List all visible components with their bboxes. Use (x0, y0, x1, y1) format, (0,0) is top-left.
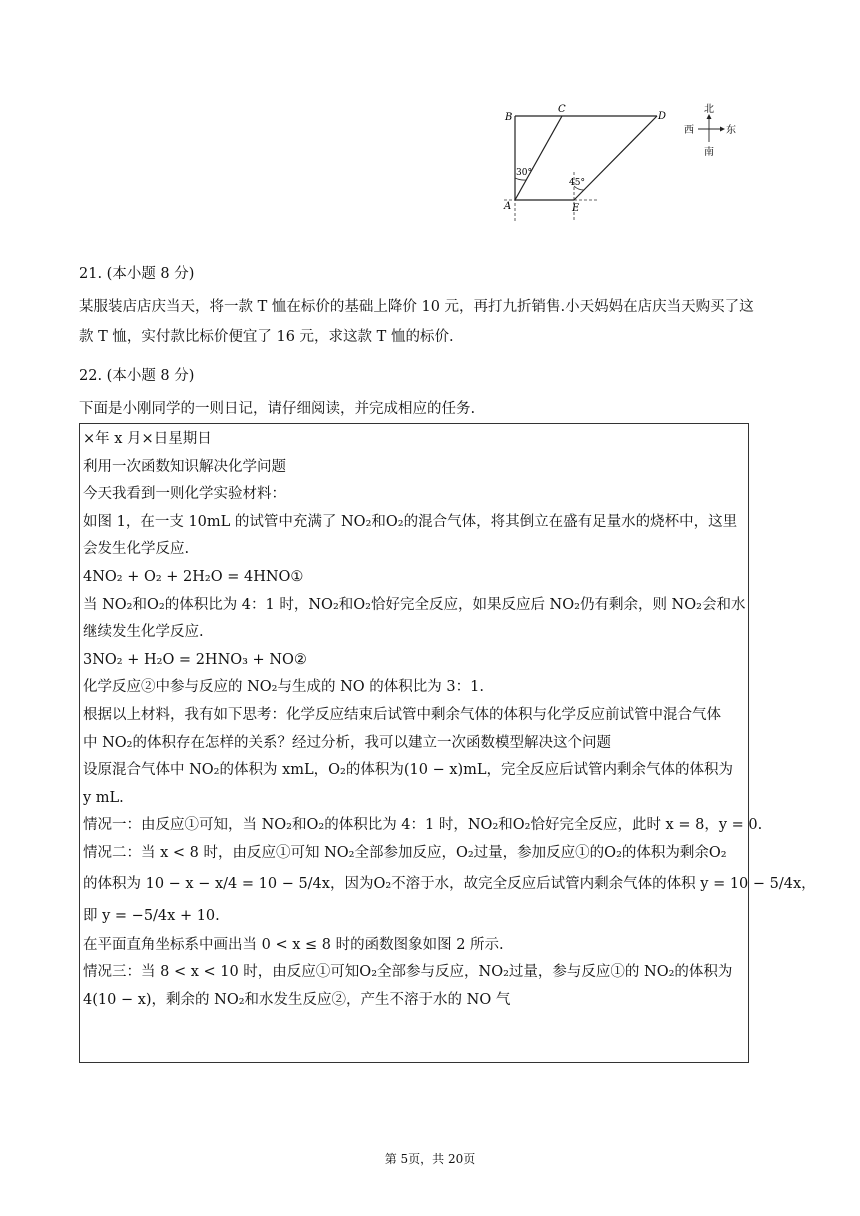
label-a: A (504, 201, 512, 212)
case-2: 情况二：当 x < 8 时，由反应①可知 NO₂全部参加反应，O₂过量，参加反应①的O₂的体积为剩余O₂ (83, 844, 727, 861)
diary-line: 化学反应②中参与反应的 NO₂与生成的 NO 的体积比为 3：1. (83, 679, 484, 696)
diary-line: 今天我看到一则化学实验材料： (83, 486, 286, 503)
equation-1: 4NO₂ + O₂ + 2H₂O = 4HNO① (83, 568, 304, 585)
compass-west: 西 (684, 125, 694, 136)
diary-line: 利用一次函数知识解决化学问题 (83, 458, 286, 475)
diary-line: 中 NO₂的体积存在怎样的关系？经过分析，我可以建立一次函数模型解决这个问题 (83, 734, 611, 751)
compass-east: 东 (726, 125, 736, 136)
label-e: E (572, 203, 580, 214)
geometry-figure (490, 98, 770, 248)
diary-line: 根据以上材料，我有如下思考：化学反应结束后试管中剩余气体的体积与化学反应前试管中混合气体 (83, 706, 721, 723)
compass-south: 南 (704, 147, 714, 158)
diary-box (79, 423, 816, 1063)
q21-line-1: 某服装店店庆当天，将一款 T 恤在标价的基础上降价 10 元，再打九折销售.小天妈妈在店庆当天购买了这 (79, 299, 754, 315)
diary-line: 设原混合气体中 NO₂的体积为 xmL，O₂的体积为(10 − x)mL，完全反应后试管内剩余气体的体积为 (83, 762, 734, 779)
angle-30-label: 30° (516, 168, 532, 178)
case-2-result: 即 y = −5/4x + 10. (83, 907, 220, 924)
diary-line: 在平面直角坐标系中画出当 0 < x ≤ 8 时的函数图象如图 2 所示. (83, 936, 504, 953)
q21-body (79, 292, 779, 352)
case-3-cont: 4(10 − x)，剩余的 NO₂和水发生反应②，产生不溶于水的 NO 气 (83, 991, 511, 1008)
angle-45-label: 45° (569, 178, 585, 188)
q22-title: 22. (本小题 8 分) (79, 368, 195, 384)
diary-line: 继续发生化学反应. (83, 624, 204, 641)
label-d: D (658, 111, 667, 122)
diary-line: 会发生化学反应. (83, 541, 190, 558)
label-c: C (558, 104, 566, 115)
compass-north: 北 (704, 104, 714, 115)
diary-line: 当 NO₂和O₂的体积比为 4：1 时，NO₂和O₂恰好完全反应，如果反应后 NO₂仍有剩余，则 NO₂会和水 (83, 596, 746, 613)
diary-line: y mL. (83, 789, 124, 806)
diary-line: 如图 1，在一支 10mL 的试管中充满了 NO₂和O₂的混合气体，将其倒立在盛有足量水的烧杯中，这里 (83, 513, 738, 530)
diary-line: ×年 x 月×日星期日 (83, 431, 212, 447)
page-footer: 第 5页，共 20页 (384, 1152, 476, 1166)
q21-title: 21. (本小题 8 分) (79, 266, 195, 282)
case-1: 情况一：由反应①可知，当 NO₂和O₂的体积比为 4：1 时，NO₂和O₂恰好完全反应，此时 x = 8，y = 0. (83, 817, 763, 834)
q21-line-2: 款 T 恤，实付款比标价便宜了 16 元，求这款 T 恤的标价. (79, 329, 454, 345)
case-3: 情况三：当 8 < x < 10 时，由反应①可知O₂全部参与反应，NO₂过量，参与反应①的 NO₂的体积为 (83, 964, 733, 981)
case-2-formula: 的体积为 10 − x − x/4 = 10 − 5/4x，因为O₂不溶于水，故完全反应后试管内剩余气体的体积 y = 10 − 5/4x， (83, 875, 816, 892)
label-b: B (505, 112, 513, 123)
equation-2: 3NO₂ + H₂O = 2HNO₃ + NO② (83, 651, 307, 668)
figure-svg (490, 98, 770, 248)
q22-intro: 下面是小刚同学的一则日记，请仔细阅读，并完成相应的任务. (79, 401, 476, 417)
